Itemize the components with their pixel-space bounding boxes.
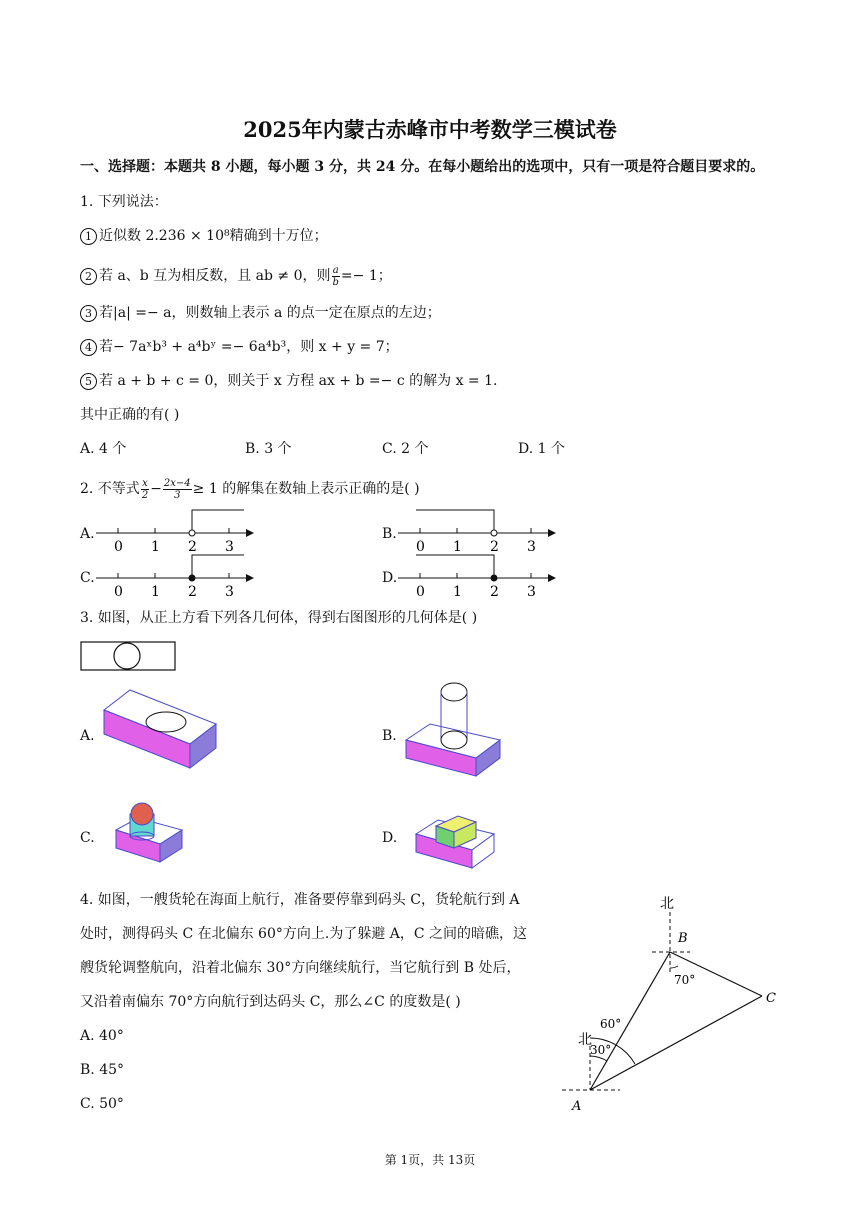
q2-stem-post: ≥ 1 的解集在数轴上表示正确的是( ): [192, 481, 420, 497]
statement-text: 若− 7aˣb³ + a⁴bʸ =− 6a⁴b³，则 x + y = 7；: [99, 339, 399, 355]
statement-text: 若|a| =− a，则数轴上表示 a 的点一定在原点的左边；: [99, 305, 441, 321]
fraction-denominator: b: [332, 276, 339, 288]
q2-stem: [80, 476, 420, 502]
tick-label: 0: [114, 584, 123, 600]
q2-option-c-label[interactable]: C.: [80, 570, 95, 586]
tick-label: 1: [453, 539, 462, 555]
tick-label: 3: [527, 539, 536, 555]
q4-line-3: 艘货轮调整航向，沿着北偏东 30°方向继续航行，当它航行到 B 处后，: [80, 960, 521, 976]
top-view-figure: [80, 641, 180, 673]
q1-option-b[interactable]: B. 3 个: [245, 441, 292, 457]
tick-label: 2: [490, 539, 499, 555]
fraction: [163, 478, 192, 501]
navigation-diagram: [556, 888, 786, 1116]
point-b-label: B: [678, 931, 688, 946]
solid-figure-a: [98, 688, 223, 773]
statement-text: =− 1；: [340, 268, 392, 284]
tick-label: 0: [416, 584, 425, 600]
q1-stem: 1. 下列说法：: [80, 194, 168, 210]
angle-30-label: 30°: [590, 1043, 612, 1057]
q2-option-d-label[interactable]: D.: [382, 570, 398, 586]
q1-option-d[interactable]: D. 1 个: [518, 441, 565, 457]
q2-stem-pre: 2. 不等式: [80, 481, 140, 497]
circled-number: 5: [80, 373, 97, 390]
q3-option-d-label[interactable]: D.: [382, 830, 398, 846]
tick-label: 0: [416, 539, 425, 555]
q1-option-a[interactable]: A. 4 个: [80, 441, 127, 457]
q4-option-c[interactable]: C. 50°: [80, 1096, 124, 1112]
minus-sign: −: [150, 481, 162, 497]
tick-label: 1: [151, 539, 160, 555]
q4-line-1: 4. 如图，一艘货轮在海面上航行，准备要停靠到码头 C，货轮航行到 A: [80, 892, 520, 908]
number-line-b: [398, 505, 558, 555]
fraction-numerator: a: [332, 264, 339, 276]
fraction: [141, 478, 149, 501]
section-heading: 一、选择题：本题共 8 小题，每小题 3 分，共 24 分。在每小题给出的选项中，只有一项是符合题目要求的。: [80, 159, 765, 175]
point-a-label: A: [572, 1099, 582, 1114]
q3-stem: 3. 如图，从正上方看下列各几何体，得到右图图形的几何体是( ): [80, 610, 478, 626]
statement-text: 若 a + b + c = 0，则关于 x 方程 ax + b =− c 的解为 x = 1.: [99, 373, 498, 389]
number-line-d: [398, 550, 558, 600]
q3-option-b-label[interactable]: B.: [382, 728, 397, 744]
q1-option-c[interactable]: C. 2 个: [382, 441, 429, 457]
fraction-numerator: 2x−4: [163, 477, 191, 489]
q1-statement-4: [80, 337, 399, 357]
page-title: 2025年内蒙古赤峰市中考数学三模试卷: [243, 117, 617, 142]
q4-option-a[interactable]: A. 40°: [80, 1028, 124, 1044]
solid-figure-d: [414, 808, 498, 874]
q4-line-4: 又沿着南偏东 70°方向航行到达码头 C，那么∠C 的度数是( ): [80, 994, 461, 1010]
q1-statement-5: [80, 371, 497, 391]
tick-label: 3: [225, 539, 234, 555]
fraction-denominator: 3: [174, 489, 181, 501]
tick-label: 3: [527, 584, 536, 600]
q4-option-b[interactable]: B. 45°: [80, 1062, 125, 1078]
point-c-label: C: [766, 991, 776, 1006]
solid-figure-b: [402, 680, 502, 780]
q2-option-a-label[interactable]: A.: [80, 526, 95, 542]
statement-text: 若 a、b 互为相反数，且 ab ≠ 0，则: [99, 268, 331, 284]
tick-label: 1: [151, 584, 160, 600]
q3-option-a-label[interactable]: A.: [80, 728, 95, 744]
tick-label: 0: [114, 539, 123, 555]
north-label: 北: [660, 896, 674, 912]
tick-label: 2: [490, 584, 499, 600]
page-footer: 第 1页，共 13页: [384, 1153, 476, 1167]
q3-option-c-label[interactable]: C.: [80, 830, 95, 846]
circled-number: 3: [80, 305, 97, 322]
q1-ask: 其中正确的有( ): [80, 407, 180, 423]
solid-figure-c: [112, 800, 184, 866]
circled-number: 4: [80, 339, 97, 356]
tick-label: 3: [225, 584, 234, 600]
circled-number: 1: [80, 228, 97, 245]
tick-label: 2: [188, 584, 197, 600]
angle-70-label: 70°: [674, 973, 696, 987]
q4-line-2: 处时，测得码头 C 在北偏东 60°方向上.为了躲避 A，C 之间的暗礁，这: [80, 926, 528, 942]
fraction: [332, 265, 340, 288]
q2-option-b-label[interactable]: B.: [382, 526, 397, 542]
fraction-numerator: x: [142, 477, 148, 489]
north-label: 北: [578, 1032, 592, 1048]
angle-60-label: 60°: [600, 1017, 622, 1031]
tick-label: 1: [453, 584, 462, 600]
number-line-c: [96, 550, 256, 600]
q1-statement-3: [80, 303, 441, 323]
tick-label: 2: [188, 539, 197, 555]
fraction-denominator: 2: [141, 489, 149, 501]
number-line-a: [96, 505, 256, 555]
circled-number: 2: [80, 268, 97, 285]
statement-text: 近似数 2.236 × 10⁸精确到十万位；: [99, 228, 328, 244]
q1-statement-1: [80, 226, 328, 246]
q1-statement-2: [80, 264, 392, 288]
